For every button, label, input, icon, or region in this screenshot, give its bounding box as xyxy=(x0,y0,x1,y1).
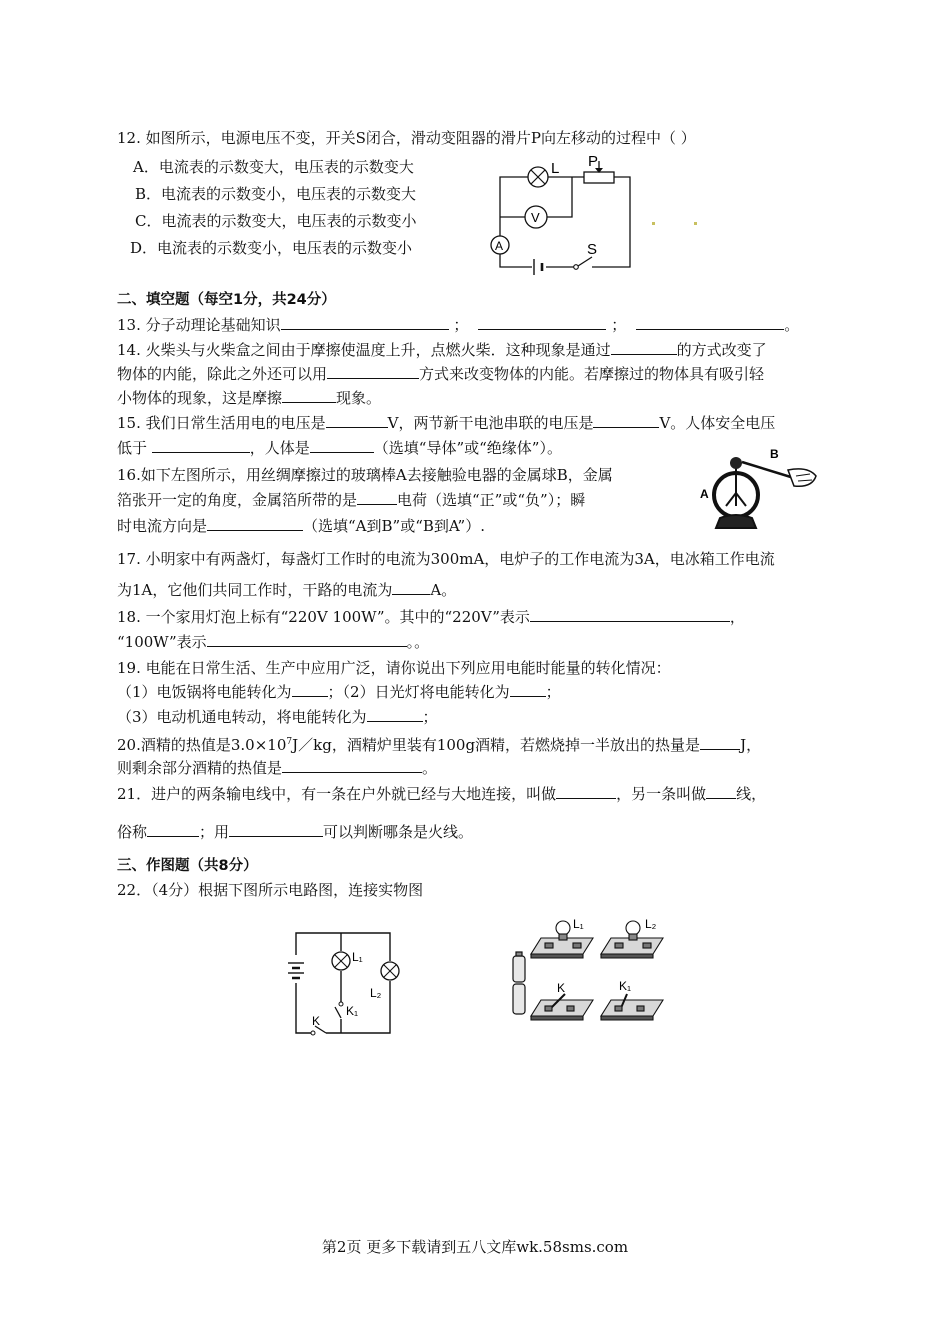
q16-line-3: 时电流方向是 （选填“A到B”或“B到A”）. xyxy=(117,517,485,535)
q13-end: 。 xyxy=(784,316,800,334)
q22-label-k1: K₁ xyxy=(346,1004,359,1018)
q20-line-2: 则剩余部分酒精的热值是 。 xyxy=(117,759,438,777)
q22-phys-label-k: K xyxy=(557,981,566,995)
electroscope-figure xyxy=(698,448,826,534)
q12-option-a: A．电流表的示数变大，电压表的示数变大 xyxy=(133,158,414,176)
q12-option-c: C．电流表的示数变大，电压表的示数变小 xyxy=(135,212,417,230)
q12-label-s: S xyxy=(587,241,598,258)
q22-stem: 22．（4分）根据下图所示电路图，连接实物图 xyxy=(117,881,424,899)
electroscope-label-a: A xyxy=(700,487,709,501)
stray-dot xyxy=(694,222,697,225)
q22-phys-label-k1: K₁ xyxy=(619,979,632,993)
section-3-heading: 三、作图题（共8分） xyxy=(117,858,258,874)
q12-label-p: P xyxy=(588,153,599,170)
q12-label-l: L xyxy=(551,160,560,177)
q14-line-2: 物体的内能，除此之外还可以用 方式来改变物体的内能。若摩擦过的物体具有吸引轻 xyxy=(117,365,765,383)
q21-line-2: 俗称 ；用 可以判断哪条是火线。 xyxy=(117,823,474,841)
q15-line-2: 低于 ，人体是 （选填“导体”或“绝缘体”）。 xyxy=(117,439,562,457)
q12-option-b: B．电流表的示数变小，电压表的示数变大 xyxy=(135,185,417,203)
q19-line-2: （1）电饭锅将电能转化为 ；（2）日光灯将电能转化为 ； xyxy=(117,683,561,701)
q20-line-1: 20.酒精的热值是$3.0\times 10^7J/kg$，酒精炉里装有100g酒精，若燃烧掉一半放出的热量是 J， xyxy=(117,736,762,754)
q13-text: 13. 分子动理论基础知识 xyxy=(117,316,281,334)
q18-line-1: 18. 一个家用灯泡上标有“220V 100W”。其中的“220V”表示 ， xyxy=(117,608,745,626)
q13-blank-3 xyxy=(636,315,784,330)
q12-label-a: A xyxy=(495,239,504,253)
q19-line-3: （3）电动机通电转动，将电能转化为 ； xyxy=(117,708,438,726)
q16-line-1: 16.如下左图所示，用丝绸摩擦过的玻璃棒A去接触验电器的金属球B，金属 xyxy=(117,466,613,484)
q13-sep: ； xyxy=(611,316,627,334)
q19-line-1: 19. 电能在日常生活、生产中应用广泛，请你说出下列应用电能时能量的转化情况： xyxy=(117,659,671,677)
q18-line-2: “100W”表示 。。 xyxy=(117,633,430,651)
q22-physical-components xyxy=(503,910,673,1026)
q12-option-d: D．电流表的示数变小，电压表的示数变小 xyxy=(130,239,413,257)
q22-label-k: K xyxy=(312,1014,321,1028)
q12-stem: 12. 如图所示，电源电压不变，开关S闭合，滑动变阻器的滑片P向左移动的过程中（ ） xyxy=(117,129,696,147)
q12-circuit-figure xyxy=(488,153,648,273)
page-footer: 第2页 更多下载请到五八文库wk.58sms.com xyxy=(321,1238,629,1256)
q17-line-2: 为1A，它他们共同工作时，干路的电流为 A。 xyxy=(117,581,457,599)
q14-line-3: 小物体的现象，这是摩擦 现象。 xyxy=(117,389,382,407)
electroscope-label-b: B xyxy=(770,447,779,461)
q17-line-1: 17. 小明家中有两盏灯，每盏灯工作时的电流为300mA，电炉子的工作电流为3A，电冰箱工作电流 xyxy=(117,550,775,568)
stray-dot xyxy=(652,222,655,225)
q22-label-l1: L₁ xyxy=(352,950,363,964)
q13-blank-2 xyxy=(478,315,606,330)
q22-phys-label-l1: L₁ xyxy=(573,917,584,931)
q15-line-1: 15. 我们日常生活用电的电压是 V，两节新干电池串联的电压是 V。人体安全电压 xyxy=(117,414,776,432)
q14-line-1: 14. 火柴头与火柴盒之间由于摩擦使温度上升，点燃火柴．这种现象是通过 的方式改变了 xyxy=(117,341,767,359)
q13 xyxy=(117,314,799,336)
q12-label-v: V xyxy=(531,210,540,225)
q21-line-1: 21．进户的两条输电线中，有一条在户外就已经与大地连接，叫做 ，另一条叫做 线， xyxy=(117,785,767,803)
q16-line-2: 箔张开一定的角度，金属箔所带的是 电荷（选填“正”或“负”）；瞬 xyxy=(117,491,586,509)
q22-phys-label-l2: L₂ xyxy=(645,917,657,931)
q13-blank-1 xyxy=(281,315,449,330)
q22-label-l2: L₂ xyxy=(370,986,382,1000)
section-2-heading: 二、填空题（每空1分，共24分） xyxy=(117,292,336,308)
q22-circuit-diagram xyxy=(286,925,406,1041)
q13-sep: ； xyxy=(453,316,469,334)
